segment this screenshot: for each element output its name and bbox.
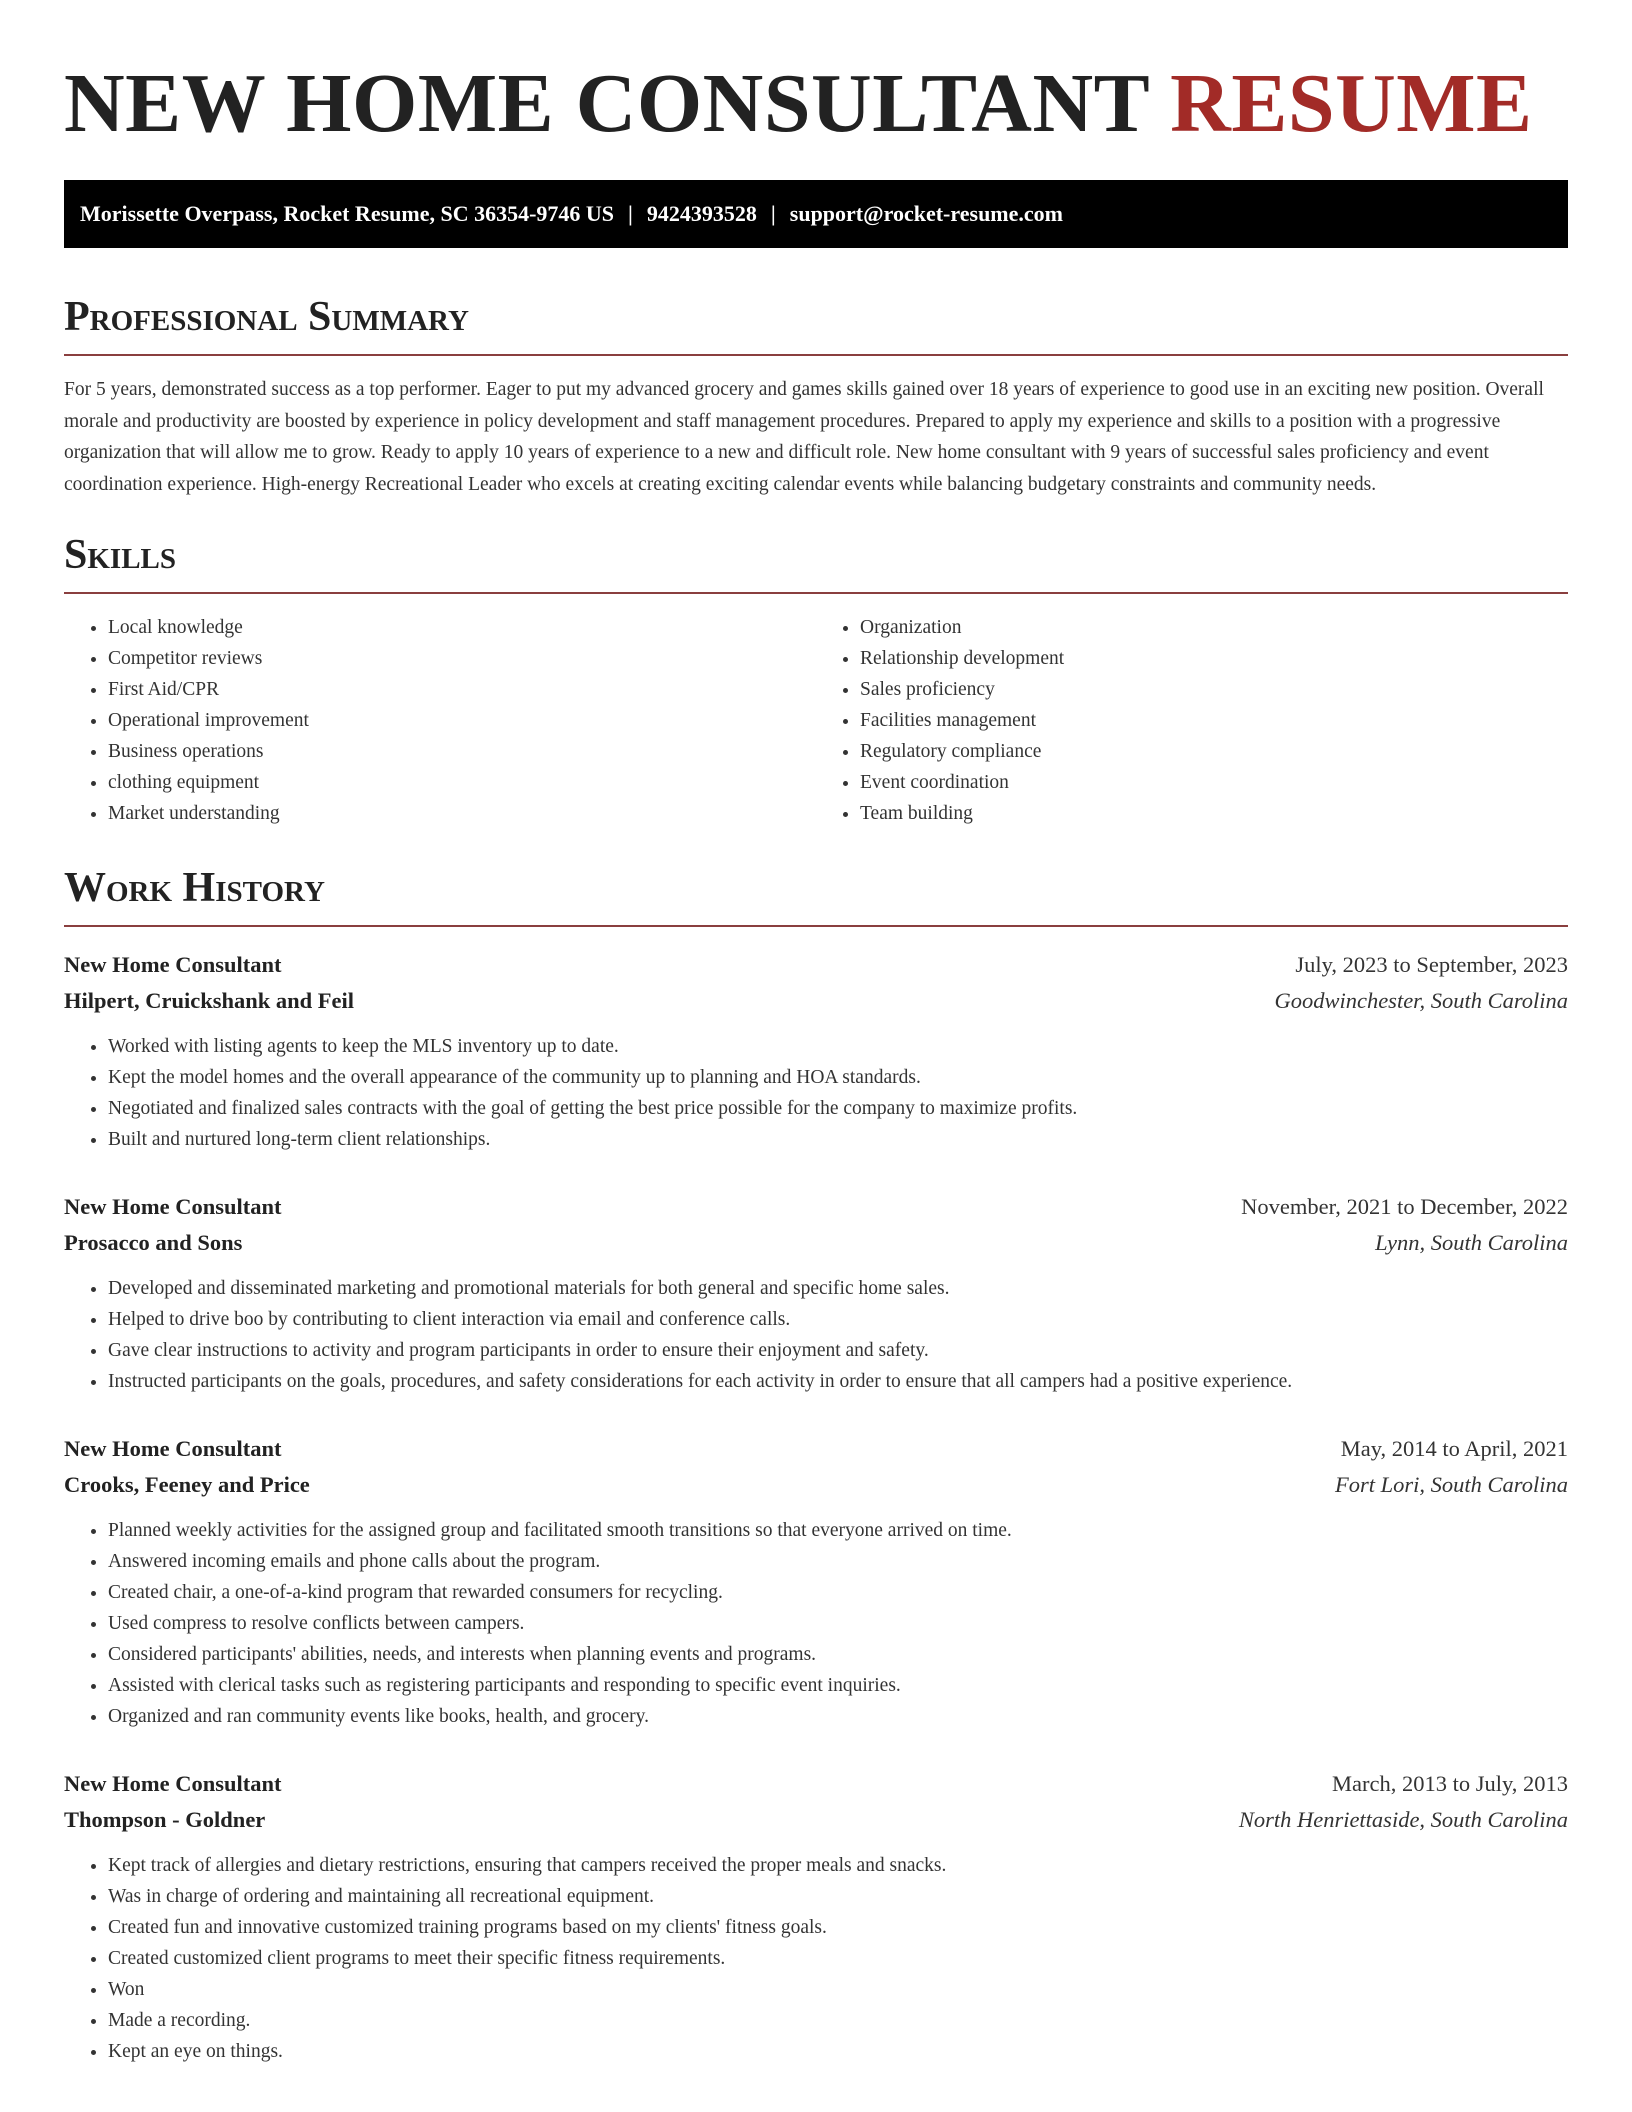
- contact-separator: |: [770, 201, 776, 226]
- job-bullet: • Kept an eye on things.: [108, 2036, 1568, 2067]
- skill-item: • Competitor reviews: [108, 643, 816, 674]
- job-dates: May, 2014 to April, 2021: [1340, 1436, 1568, 1461]
- skill-item: • Local knowledge: [108, 612, 816, 643]
- job-location: North Henriettaside, South Carolina: [1238, 1807, 1568, 1832]
- section-divider: [64, 925, 1568, 927]
- job-title: New Home Consultant: [64, 1436, 282, 1461]
- job-bullets: [64, 1031, 1568, 1155]
- job-bullets: [64, 1850, 1568, 2067]
- job-header-row: [64, 1431, 1568, 1467]
- job-header-row: [64, 947, 1568, 983]
- job-company: Prosacco and Sons: [64, 1230, 243, 1255]
- skills-list-right: [816, 612, 1568, 829]
- section-heading-summary: Professional Summary: [64, 294, 469, 340]
- contact-separator: |: [628, 201, 633, 226]
- skills-list-left: [64, 612, 816, 829]
- skills-section: [64, 530, 1568, 829]
- job-bullets: [64, 1273, 1568, 1397]
- job-location: Lynn, South Carolina: [1375, 1230, 1568, 1255]
- job-company-row: [64, 983, 1568, 1019]
- skill-item: • First Aid/CPR: [108, 674, 816, 705]
- job-dates: July, 2023 to September, 2023: [1295, 952, 1568, 977]
- job-company: Crooks, Feeney and Price: [64, 1472, 310, 1497]
- job-company: Hilpert, Cruickshank and Feil: [64, 988, 355, 1013]
- job-company-row: [64, 1802, 1568, 1838]
- job-bullet: • Created fun and innovative customized training programs based on my clients' fitness goals.: [108, 1912, 1568, 1943]
- job-company-row: [64, 1225, 1568, 1261]
- job-bullet: • Was in charge of ordering and maintaining all recreational equipment.: [108, 1881, 1568, 1912]
- job-bullet: • Considered participants' abilities, needs, and interests when planning events and programs.: [108, 1639, 1568, 1670]
- job-dates: March, 2013 to July, 2013: [1331, 1771, 1568, 1796]
- job-bullets: [64, 1515, 1568, 1732]
- job-bullet: • Negotiated and finalized sales contracts with the goal of getting the best price possible for the company to maximize profits.: [108, 1093, 1568, 1124]
- job-location: Fort Lori, South Carolina: [1335, 1472, 1568, 1497]
- job-dates: November, 2021 to December, 2022: [1241, 1194, 1568, 1219]
- section-divider: [64, 592, 1568, 594]
- skill-item: • Event coordination: [860, 767, 1568, 798]
- job-bullet: • Kept track of allergies and dietary restrictions, ensuring that campers received the proper meals and snacks.: [108, 1850, 1568, 1881]
- contact-email: support@rocket-resume.com: [789, 201, 1063, 226]
- job-bullet: • Used compress to resolve conflicts between campers.: [108, 1608, 1568, 1639]
- skill-item: • Relationship development: [860, 643, 1568, 674]
- skill-item: • Business operations: [108, 736, 816, 767]
- skill-item: • Regulatory compliance: [860, 736, 1568, 767]
- job-bullet: • Answered incoming emails and phone calls about the program.: [108, 1546, 1568, 1577]
- contact-address: Morissette Overpass, Rocket Resume, SC 36354-9746 US: [80, 201, 615, 226]
- resume-title: [64, 58, 1568, 150]
- job-bullet: • Created customized client programs to meet their specific fitness requirements.: [108, 1943, 1568, 1974]
- summary-text: For 5 years, demonstrated success as a top performer. Eager to put my advanced grocery and games skills gained over 18 years of experience to good use in an exciting new position. Overall morale and productivity are boosted by experience in policy development and staff management procedures. Prepared to apply my experience and skills to a position with a progressive organization that will allow me to grow. Ready to apply 10 years of experience to a new and difficult role. New home consultant with 9 years of successful sales proficiency and event coordination experience. High-energy Recreational Leader who excels at creating exciting calendar events while balancing budgetary constraints and community needs.: [64, 379, 1544, 495]
- job-bullet: • Helped to drive boo by contributing to client interaction via email and conference calls.: [108, 1304, 1568, 1335]
- job-entry: [64, 1431, 1568, 1732]
- work-history-section: [64, 863, 1568, 2067]
- job-entry: [64, 1189, 1568, 1397]
- skill-item: • Facilities management: [860, 705, 1568, 736]
- section-heading-work-history: Work History: [64, 865, 325, 911]
- job-header-row: [64, 1189, 1568, 1225]
- job-title: New Home Consultant: [64, 952, 282, 977]
- skill-item: • Market understanding: [108, 798, 816, 829]
- job-bullet: • Kept the model homes and the overall appearance of the community up to planning and HOA standards.: [108, 1062, 1568, 1093]
- job-location: Goodwinchester, South Carolina: [1274, 988, 1568, 1013]
- skill-item: • Operational improvement: [108, 705, 816, 736]
- job-bullet: • Assisted with clerical tasks such as registering participants and responding to specific event inquiries.: [108, 1670, 1568, 1701]
- title-accent: RESUME: [1170, 57, 1533, 150]
- skill-item: • Sales proficiency: [860, 674, 1568, 705]
- job-bullet: • Organized and ran community events like books, health, and grocery.: [108, 1701, 1568, 1732]
- job-entry: [64, 1766, 1568, 2067]
- job-company: Thompson - Goldner: [64, 1807, 266, 1832]
- job-header-row: [64, 1766, 1568, 1802]
- job-bullet: • Worked with listing agents to keep the MLS inventory up to date.: [108, 1031, 1568, 1062]
- job-bullet: • Made a recording.: [108, 2005, 1568, 2036]
- job-title: New Home Consultant: [64, 1194, 282, 1219]
- job-entry: [64, 947, 1568, 1155]
- section-heading-skills: Skills: [64, 532, 177, 578]
- skill-item: • Team building: [860, 798, 1568, 829]
- job-company-row: [64, 1467, 1568, 1503]
- job-bullet: • Developed and disseminated marketing and promotional materials for both general and specific home sales.: [108, 1273, 1568, 1304]
- skill-item: • Organization: [860, 612, 1568, 643]
- contact-bar: [64, 180, 1568, 248]
- job-bullet: • Built and nurtured long-term client relationships.: [108, 1124, 1568, 1155]
- job-bullet: • Won: [108, 1974, 1568, 2005]
- job-bullet: • Instructed participants on the goals, procedures, and safety considerations for each activity in order to ensure that all campers had a positive experience.: [108, 1366, 1568, 1397]
- title-main: NEW HOME CONSULTANT: [64, 57, 1149, 150]
- summary-section: [64, 292, 1568, 500]
- section-divider: [64, 354, 1568, 356]
- skill-item: • clothing equipment: [108, 767, 816, 798]
- contact-phone: 9424393528: [646, 201, 757, 226]
- job-bullet: • Created chair, a one-of-a-kind program that rewarded consumers for recycling.: [108, 1577, 1568, 1608]
- job-title: New Home Consultant: [64, 1771, 282, 1796]
- job-bullet: • Planned weekly activities for the assigned group and facilitated smooth transitions so that everyone arrived on time.: [108, 1515, 1568, 1546]
- skills-grid: [64, 612, 1568, 829]
- job-bullet: • Gave clear instructions to activity and program participants in order to ensure their enjoyment and safety.: [108, 1335, 1568, 1366]
